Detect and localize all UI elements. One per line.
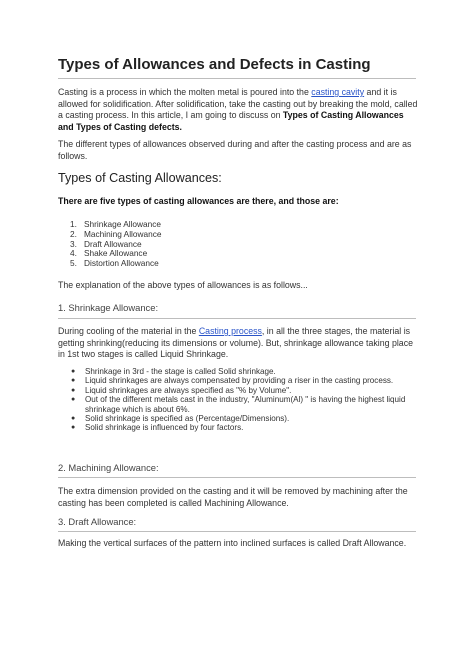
- explanation-text: The explanation of the above types of allowances is as follows...: [58, 280, 308, 290]
- bullet-text: Shrinkage in 3rd - the stage is called Solid shrinkage.: [85, 367, 276, 376]
- draft-heading: 3. Draft Allowance:: [58, 516, 137, 527]
- list-item: [70, 259, 161, 269]
- list-number: 2.: [70, 228, 77, 239]
- title-divider: [58, 78, 416, 79]
- page-title: Types of Allowances and Defects in Casting: [58, 56, 371, 73]
- intro-paragraph: [58, 87, 418, 133]
- list-number: 5.: [70, 258, 77, 269]
- machining-divider: [58, 477, 416, 478]
- list-label: Shrinkage Allowance: [84, 219, 162, 229]
- casting-process-link[interactable]: Casting process: [198, 326, 262, 336]
- list-label: Draft Allowance: [84, 238, 142, 249]
- intro-text-1: Casting is a process in which the molten metal is poured into the: [58, 87, 312, 97]
- bullet-text: Liquid shrinkages are always compensated by providing a riser in the casting process.: [85, 376, 394, 386]
- bullet-icon: ●: [71, 396, 76, 404]
- bullet-item: [70, 395, 410, 414]
- five-types-statement: [58, 196, 418, 208]
- list-number: 3.: [70, 238, 77, 249]
- draft-paragraph: Making the vertical surfaces of the pattern into inclined surfaces is called Draft Allowance.: [58, 538, 407, 548]
- bullet-item: [70, 414, 410, 423]
- bullet-item: [70, 376, 410, 385]
- list-number: 4.: [70, 248, 77, 259]
- intro-bold-text: Types of Casting Allowances and Types of Casting defects.: [58, 110, 404, 132]
- bullet-icon: ●: [71, 424, 76, 432]
- intro-text-2: and it is allowed for solidification. After solidification, take the casting out by breaking the mold, called a casting process. In this article, I am going to discuss on: [58, 87, 418, 120]
- list-label: Shake Allowance: [84, 248, 148, 259]
- section-heading: Types of Casting Allowances:: [58, 171, 222, 185]
- machining-heading: 2. Machining Allowance:: [58, 462, 159, 473]
- bullet-icon: ●: [71, 415, 76, 423]
- bullet-item: [70, 386, 410, 395]
- list-label: Distortion Allowance: [84, 258, 159, 269]
- list-label: Machining Allowance: [84, 228, 162, 239]
- bullet-icon: ●: [71, 386, 76, 394]
- allowance-types-list: [70, 220, 161, 269]
- casting-cavity-link[interactable]: casting cavity: [311, 87, 365, 97]
- bullet-text: Solid shrinkage is influenced by four factors.: [85, 423, 244, 433]
- shrinkage-text-1: During cooling of the material in the: [58, 326, 199, 336]
- list-number: 1.: [70, 219, 77, 229]
- machining-paragraph: The extra dimension provided on the casting and it will be removed by machining after the casting has been completed is called Machining Allowance.: [58, 486, 408, 508]
- bullet-icon: ●: [71, 368, 76, 375]
- shrinkage-text-2: , in all the three stages, the material is getting shrinking(reducing its dimensions or volume). But, shrinkage allowance taking place in 1st two stages is called Liquid Shrinkage.: [58, 326, 413, 359]
- intro-paragraph-2: The different types of allowances observed during and after the casting process and are as follows.: [58, 139, 412, 161]
- shrinkage-divider: [58, 318, 416, 319]
- draft-divider: [58, 531, 416, 532]
- five-types-bold: There are five types of casting allowances are there, and those are:: [58, 196, 339, 206]
- bullet-text: Solid shrinkage is specified as (Percentage/Dimensions).: [85, 414, 290, 424]
- bullet-text: Out of the different metals cast in the industry, "Aluminum(Al) " is having the highest liquid shrinkage which is about 6%.: [85, 395, 406, 414]
- shrinkage-bullet-list: [70, 367, 410, 433]
- shrinkage-heading: 1. Shrinkage Allowance:: [58, 302, 159, 313]
- bullet-icon: ●: [71, 377, 76, 385]
- shrinkage-paragraph: [58, 326, 418, 361]
- bullet-text: Liquid shrinkages are always specified as "% by Volume".: [85, 385, 292, 395]
- bullet-item: [70, 367, 410, 376]
- bullet-item: [70, 423, 410, 432]
